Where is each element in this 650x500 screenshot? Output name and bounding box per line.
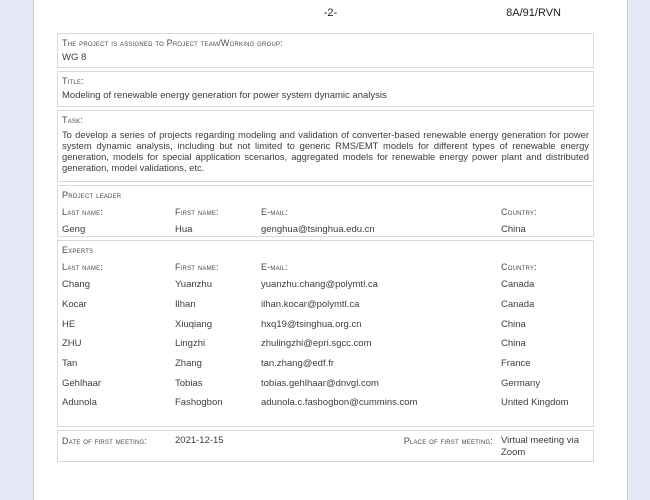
email-cell: yuanzhu.chang@polymtl.ca xyxy=(261,279,378,291)
country-cell: Germany xyxy=(501,377,541,389)
column-header-row xyxy=(62,205,589,220)
country-cell: United Kingdom xyxy=(501,397,569,409)
country-cell: Canada xyxy=(501,279,535,291)
project-leader-label: Project leader xyxy=(62,190,122,200)
first-name-cell: Lingzhi xyxy=(175,338,206,350)
col-header-email: E-mail: xyxy=(261,207,288,217)
country-cell: China xyxy=(501,318,526,330)
last-name-cell: Kocar xyxy=(62,299,87,311)
first-name-cell: Ilhan xyxy=(175,299,196,311)
section-assigned-group xyxy=(57,33,594,68)
col-header-first-name: First name: xyxy=(175,262,219,272)
table-row xyxy=(62,373,589,393)
place-of-first-meeting-label: Place of first meeting: xyxy=(403,436,493,446)
section-first-meeting xyxy=(57,430,594,462)
last-name-cell: Geng xyxy=(62,224,86,236)
table-row xyxy=(62,334,589,354)
last-name-cell: Chang xyxy=(62,279,90,291)
project-form-table xyxy=(57,33,594,462)
document-reference: 8A/91/RVN xyxy=(506,7,561,19)
email-cell: tan.zhang@edf.fr xyxy=(261,358,335,370)
last-name-cell: Tan xyxy=(62,358,78,370)
col-header-country: Country: xyxy=(501,207,537,217)
table-row xyxy=(62,393,589,413)
date-of-first-meeting-label: Date of first meeting: xyxy=(62,436,148,446)
last-name-cell: HE xyxy=(62,318,76,330)
first-name-cell: Xiuqiang xyxy=(175,318,212,330)
experts-label: Experts xyxy=(62,245,94,255)
table-row xyxy=(62,354,589,374)
email-cell: adunola.c.fashogbon@cummins.com xyxy=(261,397,418,409)
last-name-cell: Adunola xyxy=(62,397,97,409)
page-header xyxy=(34,4,627,24)
table-row xyxy=(62,220,589,237)
last-name-cell: ZHU xyxy=(62,338,82,350)
first-meeting-row xyxy=(62,435,589,459)
task-value: To develop a series of projects regarding modeling and validation of converter-based renewable energy generation for power system dynamic analysis, including but not limited to generic RMS/EMT models for different types of renewable energy generation, models for special application scenarios, aggregated models for renewable energy power plant and distributed generation, model validations, etc. xyxy=(62,129,589,173)
col-header-email: E-mail: xyxy=(261,262,288,272)
email-cell: ilhan.kocar@polymtl.ca xyxy=(261,299,360,311)
title-label: Title: xyxy=(62,76,84,86)
first-name-cell: Fashogbon xyxy=(175,397,223,409)
task-label: Task: xyxy=(62,115,84,125)
col-header-first-name: First name: xyxy=(175,207,219,217)
first-name-cell: Yuanzhu xyxy=(175,279,212,291)
country-cell: France xyxy=(501,358,531,370)
section-project-leader xyxy=(57,185,594,237)
table-row xyxy=(62,295,589,315)
country-cell: Canada xyxy=(501,299,535,311)
first-name-cell: Zhang xyxy=(175,358,202,370)
email-cell: tobias.gehlhaar@dnvgl.com xyxy=(261,377,379,389)
assigned-group-value: WG 8 xyxy=(62,52,87,63)
email-cell: hxq19@tsinghua.org.cn xyxy=(261,318,362,330)
place-of-first-meeting-value: Virtual meeting via Zoom xyxy=(501,435,579,458)
email-cell: genghua@tsinghua.edu.cn xyxy=(261,224,375,236)
table-row xyxy=(62,275,589,295)
section-task xyxy=(57,110,594,182)
col-header-country: Country: xyxy=(501,262,537,272)
document-page xyxy=(33,0,628,500)
last-name-cell: Gehlhaar xyxy=(62,377,102,389)
date-of-first-meeting-value: 2021-12-15 xyxy=(175,435,224,446)
table-row xyxy=(62,314,589,334)
col-header-last-name: Last name: xyxy=(62,262,104,272)
page-number: -2- xyxy=(323,7,338,19)
title-value: Modeling of renewable energy generation for power system dynamic analysis xyxy=(62,90,387,101)
country-cell: China xyxy=(501,224,526,236)
country-cell: China xyxy=(501,338,526,350)
first-name-cell: Hua xyxy=(175,224,193,236)
col-header-last-name: Last name: xyxy=(62,207,104,217)
assigned-group-label: The project is assigned to Project team/Working group: xyxy=(62,38,283,48)
section-title xyxy=(57,71,594,107)
section-experts xyxy=(57,240,594,427)
first-name-cell: Tobias xyxy=(175,377,203,389)
email-cell: zhulingzhi@epri.sgcc.com xyxy=(261,338,372,350)
column-header-row xyxy=(62,260,589,275)
